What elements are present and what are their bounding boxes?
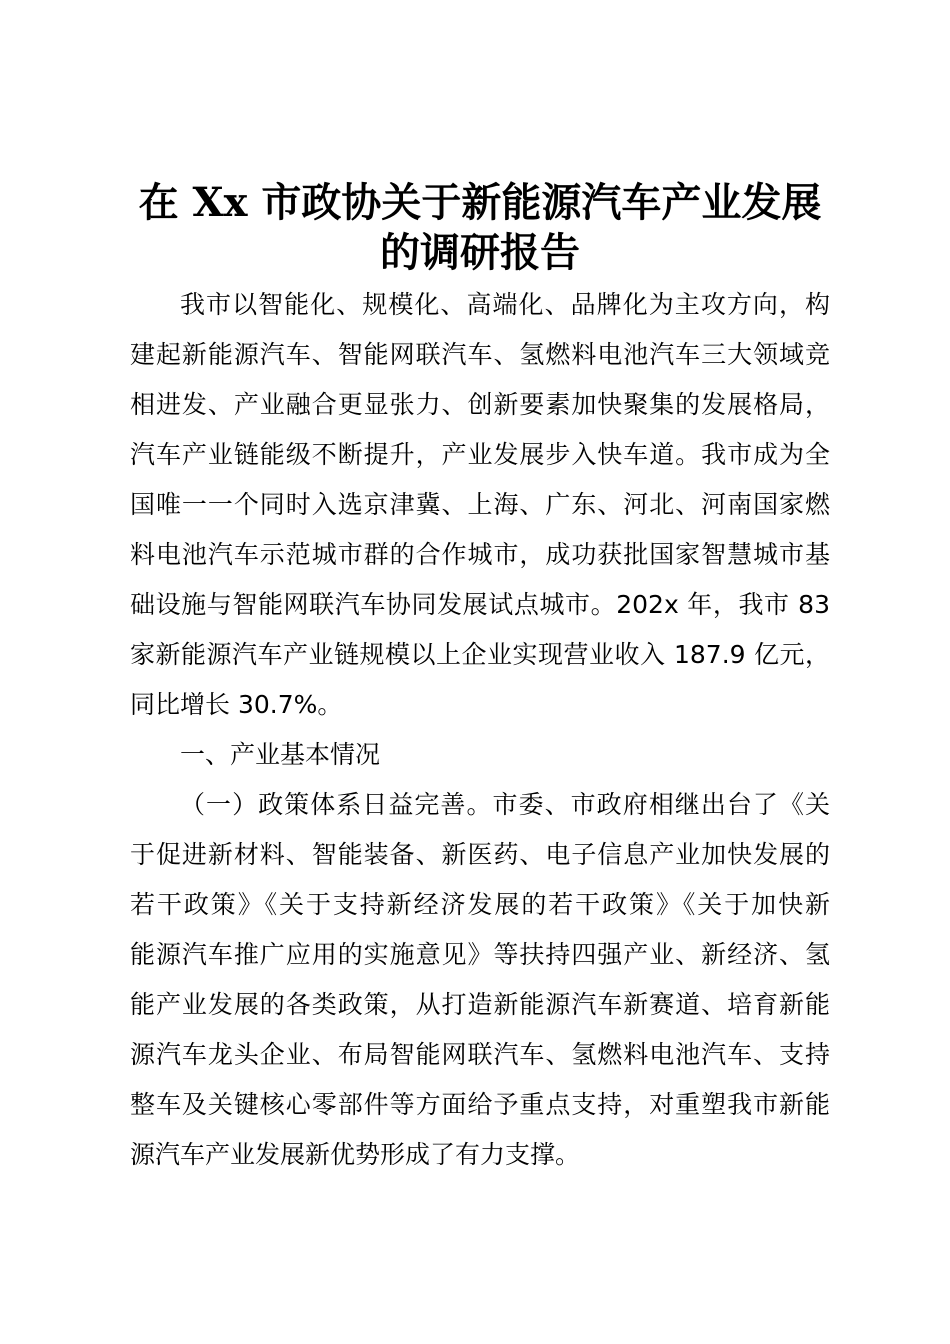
section-heading: 一、产业基本情况 (180, 740, 381, 769)
text-line: 源汽车产业发展新优势形成了有力支撑。 (130, 1140, 581, 1169)
text-line: 建起新能源汽车、智能网联汽车、氢燃料电池汽车三大领域竞 (130, 340, 830, 369)
document-body (130, 280, 830, 1180)
text-line: 家新能源汽车产业链规模以上企业实现营业收入 187.9 亿元， (130, 640, 830, 669)
text-line: 源汽车龙头企业、布局智能网联汽车、氢燃料电池汽车、支持 (130, 1040, 830, 1069)
text-line: （一）政策体系日益完善。市委、市政府相继出台了《关 (180, 790, 830, 819)
text-line: 础设施与智能网联汽车协同发展试点城市。202x 年，我市 83 (130, 590, 830, 619)
title-line: 的调研报告 (380, 229, 580, 276)
text-line: 于促进新材料、智能装备、新医药、电子信息产业加快发展的 (130, 840, 830, 869)
title-line: 在 Xx 市政协关于新能源汽车产业发展 (138, 179, 822, 226)
paragraph-intro (130, 280, 830, 730)
paragraph-policy (130, 780, 830, 1180)
text-line: 同比增长 30.7%。 (130, 690, 343, 719)
text-line: 我市以智能化、规模化、高端化、品牌化为主攻方向，构 (180, 290, 830, 319)
text-line: 料电池汽车示范城市群的合作城市，成功获批国家智慧城市基 (130, 540, 830, 569)
text-line: 若干政策》《关于支持新经济发展的若干政策》《关于加快新 (130, 890, 830, 919)
text-line: 能源汽车推广应用的实施意见》等扶持四强产业、新经济、氢 (130, 940, 830, 969)
text-line: 国唯一一个同时入选京津冀、上海、广东、河北、河南国家燃 (130, 490, 830, 519)
text-line: 相进发、产业融合更显张力、创新要素加快聚集的发展格局， (130, 390, 830, 419)
document-title (100, 178, 860, 278)
text-line: 汽车产业链能级不断提升，产业发展步入快车道。我市成为全 (130, 440, 830, 469)
text-line: 整车及关键核心零部件等方面给予重点支持，对重塑我市新能 (130, 1090, 830, 1119)
text-line: 能产业发展的各类政策，从打造新能源汽车新赛道、培育新能 (130, 990, 830, 1019)
